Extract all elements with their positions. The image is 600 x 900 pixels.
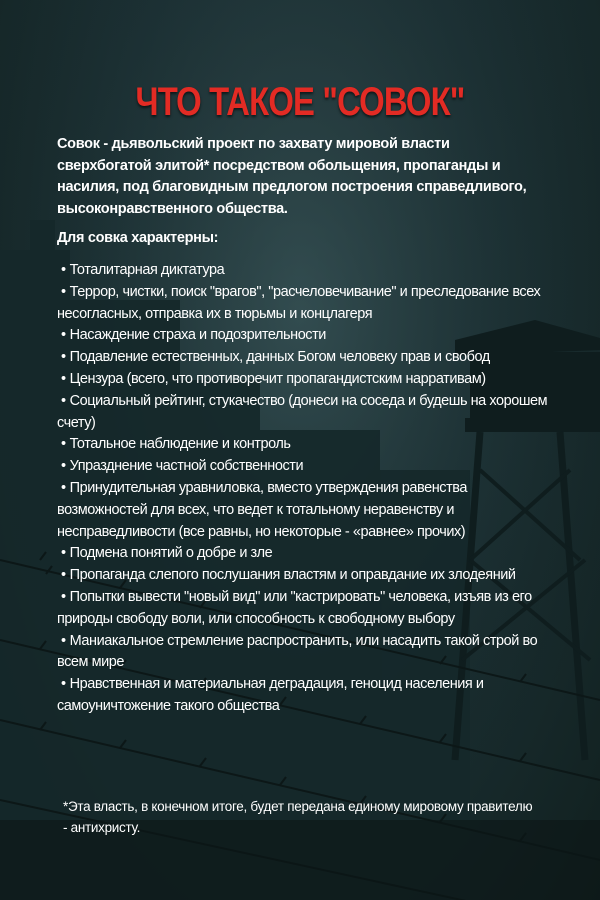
list-item-text: Цензура (всего, что противоречит пропагандистским нарративам) xyxy=(69,370,486,387)
list-heading: Для совка характерны: xyxy=(57,230,219,246)
list-item-text: Подмена понятий о добре и зле xyxy=(69,545,273,562)
bullet-icon: • xyxy=(61,479,66,496)
list-item xyxy=(57,674,549,718)
bullet-icon: • xyxy=(61,458,66,475)
page-title: ЧТО ТАКОЕ "СОВОК" xyxy=(135,80,465,124)
list-item-text: Маниакальное стремление распространить, или насадить такой строй во всем мире xyxy=(57,632,538,671)
list-item xyxy=(57,282,549,326)
bullet-icon: • xyxy=(61,545,66,562)
list-item-text: Подавление естественных, данных Богом человеку прав и свобод xyxy=(69,349,490,366)
bullet-icon: • xyxy=(61,349,66,366)
bullet-icon: • xyxy=(61,392,66,409)
list-item-text: Пропаганда слепого послушания властям и оправдание их злодеяний xyxy=(69,567,516,584)
list-item-text: Тотальное наблюдение и контроль xyxy=(69,436,291,453)
list-item xyxy=(57,369,549,391)
list-item xyxy=(57,434,549,456)
footnote: *Эта власть, в конечном итоге, будет передана единому мировому правителю - антихристу. xyxy=(63,799,533,835)
intro-paragraph: Совок - дьявольский проект по захвату мировой власти сверхбогатой элитой* посредством обольщения, пропаганды и насилия, под благовидным предлогом построения справедливого, высоконравственного общества. xyxy=(57,136,527,217)
list-item-text: Принудительная уравниловка, вместо утверждения равенства возможностей для всех, что ведет к тотальному неравенству и несправедливости (все равны, но некоторые - «равнее» прочих) xyxy=(57,479,467,540)
list-item xyxy=(57,543,549,565)
list-item xyxy=(57,587,549,631)
bullet-icon: • xyxy=(61,262,66,278)
list-item xyxy=(57,260,549,282)
list-item xyxy=(57,565,549,587)
list-item-text: Упразднение частной собственности xyxy=(69,458,304,475)
list-item xyxy=(57,631,549,675)
list-item xyxy=(57,456,549,478)
bullet-icon: • xyxy=(61,436,66,453)
list-item xyxy=(57,391,549,435)
list-item-text: Террор, чистки, поиск "врагов", "расчеловечивание" и преследование всех несогласных, отправка их в тюрьмы и концлагеря xyxy=(57,283,541,322)
bullet-icon: • xyxy=(61,370,66,387)
bullet-icon: • xyxy=(61,676,66,693)
list-item-text: Попытки вывести "новый вид" или "кастрировать" человека, изъяв из его природы свободу воли, или способность к свободному выбору xyxy=(57,588,532,627)
list-item-text: Нравственная и материальная деградация, геноцид населения и самоуничтожение такого общества xyxy=(57,676,484,714)
bullet-icon: • xyxy=(61,567,66,584)
traits-list xyxy=(57,260,549,718)
bullet-icon: • xyxy=(61,283,66,300)
list-item xyxy=(57,478,549,543)
bullet-icon: • xyxy=(61,588,66,605)
list-item-text: Социальный рейтинг, стукачество (донеси на соседа и будешь на хорошем счету) xyxy=(57,392,548,431)
list-item-text: Тоталитарная диктатура xyxy=(69,262,225,278)
list-item-text: Насаждение страха и подозрительности xyxy=(69,327,326,344)
bullet-icon: • xyxy=(61,327,66,344)
list-item xyxy=(57,347,549,369)
list-item xyxy=(57,325,549,347)
bullet-icon: • xyxy=(61,632,66,649)
